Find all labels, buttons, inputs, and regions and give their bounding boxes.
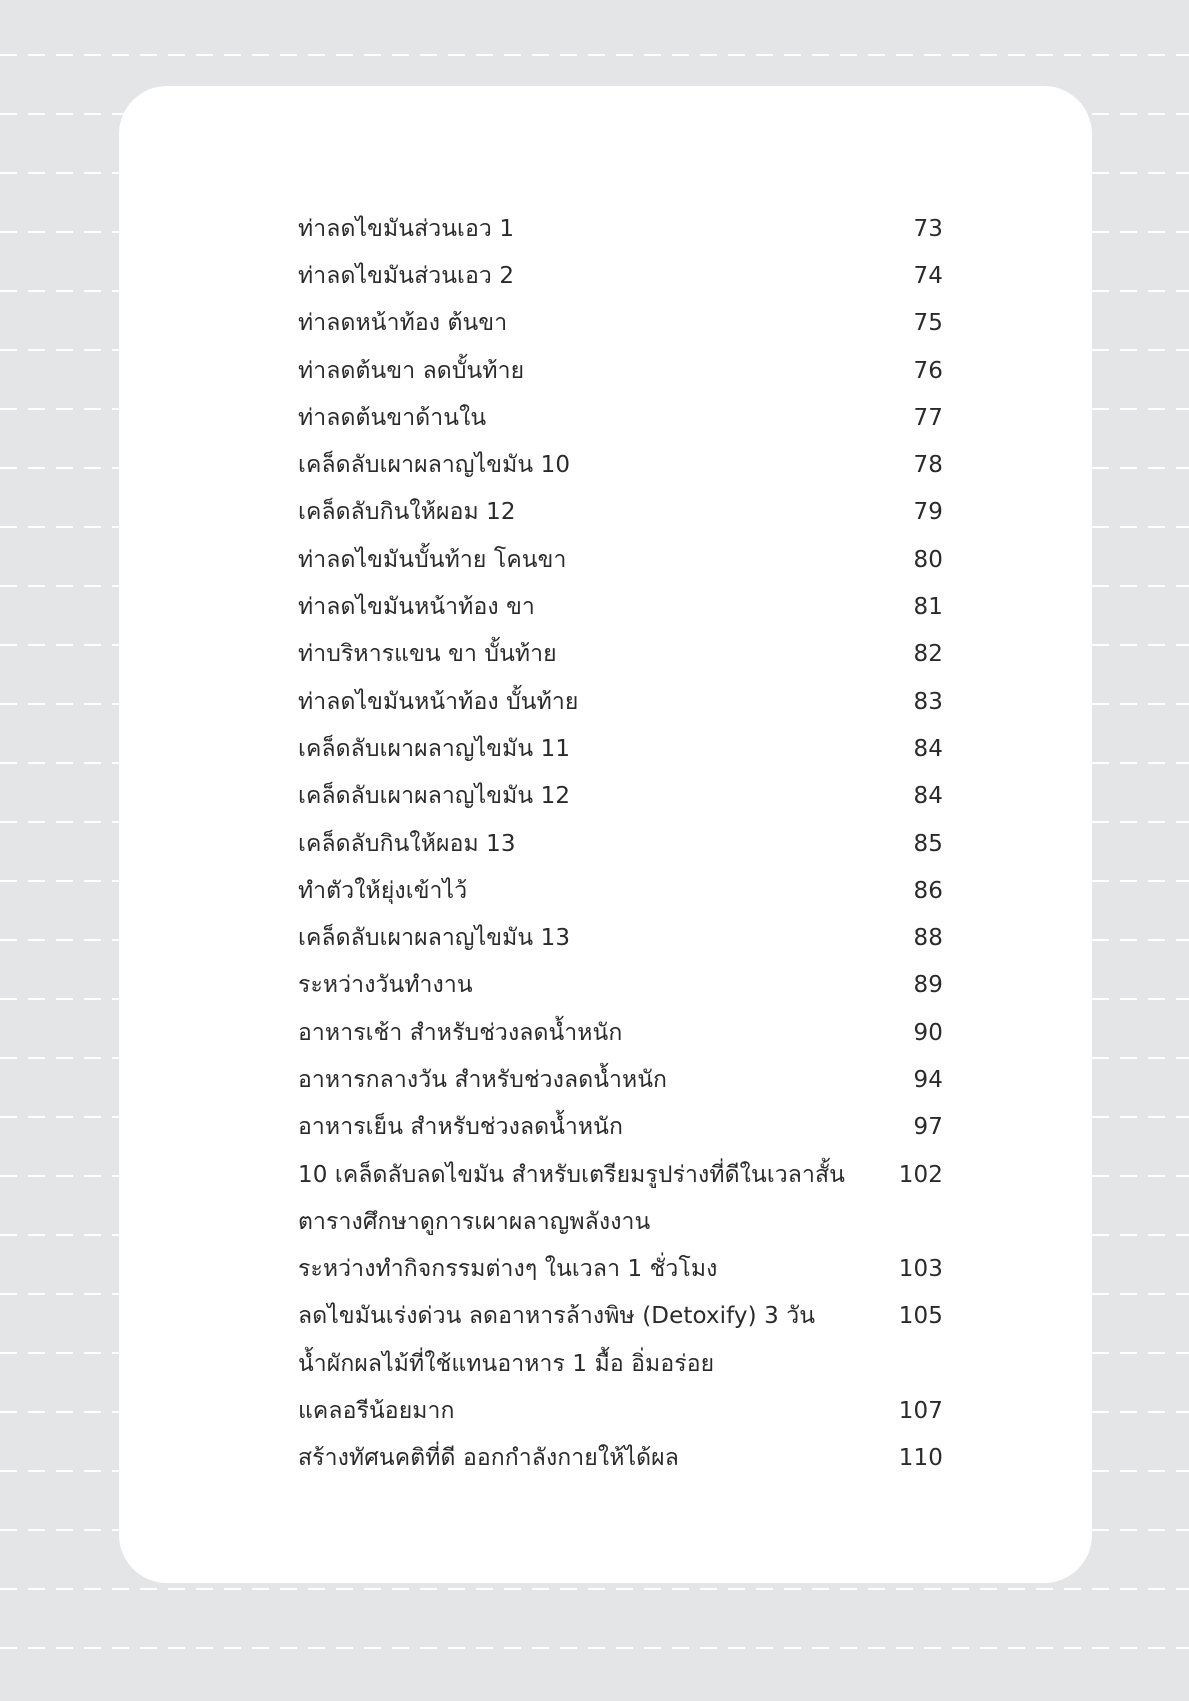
toc-entry-title: ระหว่างทำกิจกรรมต่างๆ ในเวลา 1 ชั่วโมง (298, 1256, 718, 1283)
toc-entry-title: ท่าลดหน้าท้อง ต้นขา (298, 310, 508, 337)
toc-entry[interactable] (298, 441, 943, 488)
toc-entry-page-number: 80 (913, 546, 943, 573)
toc-entry-title: ท่าลดไขมันหน้าท้อง ขา (298, 594, 535, 621)
toc-entry-page-number: 77 (913, 404, 943, 431)
toc-entry-page-number: 89 (913, 972, 943, 999)
toc-entry-page-number: 76 (913, 357, 943, 384)
toc-entry-title: อาหารเย็น สำหรับช่วงลดน้ำหนัก (298, 1114, 624, 1141)
toc-entry-title: เคล็ดลับเผาผลาญไขมัน 13 (298, 925, 571, 952)
toc-entry[interactable] (298, 678, 943, 725)
toc-entry[interactable] (298, 300, 943, 347)
toc-entry-title: 10 เคล็ดลับลดไขมัน สำหรับเตรียมรูปร่างที่ดีในเวลาสั้น (298, 1161, 845, 1188)
toc-entry-title: ท่าลดไขมันส่วนเอว 1 (298, 215, 515, 242)
toc-entry-title: แคลอรีน้อยมาก (298, 1398, 455, 1425)
toc-entry-page-number: 79 (913, 499, 943, 526)
toc-entry[interactable] (298, 773, 943, 820)
toc-entry-title: เคล็ดลับเผาผลาญไขมัน 12 (298, 783, 571, 810)
toc-entry-title: ท่าลดต้นขาด้านใน (298, 404, 487, 431)
toc-entry[interactable] (298, 1104, 943, 1151)
toc-entry-page-number: 82 (913, 641, 943, 668)
toc-entry-page-number: 97 (913, 1114, 943, 1141)
toc-entry[interactable] (298, 820, 943, 867)
toc-entry-title: เคล็ดลับเผาผลาญไขมัน 10 (298, 452, 571, 479)
toc-entry[interactable] (298, 1198, 943, 1245)
toc-entry[interactable] (298, 347, 943, 394)
toc-entry-title: ตารางศึกษาดูการเผาผลาญพลังงาน (298, 1208, 651, 1235)
toc-entry-page-number: 94 (913, 1066, 943, 1093)
toc-entry-page-number: 110 (898, 1445, 943, 1472)
toc-entry-title: เคล็ดลับกินให้ผอม 13 (298, 830, 516, 857)
toc-entry[interactable] (298, 631, 943, 678)
toc-entry-title: ท่าลดไขมันหน้าท้อง บั้นท้าย (298, 688, 579, 715)
toc-entry-page-number: 85 (913, 830, 943, 857)
toc-entry-title: ท่าลดต้นขา ลดบั้นท้าย (298, 357, 525, 384)
toc-entry-title: ทำตัวให้ยุ่งเข้าไว้ (298, 877, 468, 904)
toc-entry[interactable] (298, 205, 943, 252)
toc-entry[interactable] (298, 1056, 943, 1103)
toc-entry-page-number: 90 (913, 1019, 943, 1046)
toc-entry-title: เคล็ดลับเผาผลาญไขมัน 11 (298, 735, 571, 762)
toc-entry[interactable] (298, 867, 943, 914)
toc-entry-page-number: 107 (898, 1398, 943, 1425)
toc-entry-title: อาหารเช้า สำหรับช่วงลดน้ำหนัก (298, 1019, 623, 1046)
toc-entry[interactable] (298, 1340, 943, 1387)
toc-entry[interactable] (298, 1151, 943, 1198)
toc-entry-page-number: 102 (898, 1161, 943, 1188)
toc-entry-title: เคล็ดลับกินให้ผอม 12 (298, 499, 516, 526)
toc-entry-title: ท่าบริหารแขน ขา บั้นท้าย (298, 641, 557, 668)
toc-entry[interactable] (298, 1293, 943, 1340)
toc-entry-page-number: 74 (913, 262, 943, 289)
toc-entry[interactable] (298, 1009, 943, 1056)
toc-entry[interactable] (298, 914, 943, 961)
toc-entry[interactable] (298, 583, 943, 630)
toc-entry[interactable] (298, 536, 943, 583)
toc-entry-page-number: 73 (913, 215, 943, 242)
toc-entry[interactable] (298, 1246, 943, 1293)
toc-entry[interactable] (298, 394, 943, 441)
toc-entry-title: ลดไขมันเร่งด่วน ลดอาหารล้างพิษ (Detoxify) 3 วัน (298, 1303, 816, 1330)
toc-entry-page-number: 105 (898, 1303, 943, 1330)
toc-entry-page-number: 81 (913, 594, 943, 621)
toc-entry-title: สร้างทัศนคติที่ดี ออกกำลังกายให้ได้ผล (298, 1445, 679, 1472)
toc-entry[interactable] (298, 489, 943, 536)
toc-entry-title: ท่าลดไขมันบั้นท้าย โคนขา (298, 546, 567, 573)
toc-entry-page-number: 86 (913, 877, 943, 904)
toc-entry[interactable] (298, 1387, 943, 1434)
toc-entry[interactable] (298, 1435, 943, 1482)
toc-entry-title: ระหว่างวันทำงาน (298, 972, 473, 999)
toc-entry-title: น้ำผักผลไม้ที่ใช้แทนอาหาร 1 มื้อ อิ่มอร่อย (298, 1350, 715, 1377)
toc-entry-page-number: 83 (913, 688, 943, 715)
toc-entry-title: ท่าลดไขมันส่วนเอว 2 (298, 262, 515, 289)
toc-entry-page-number: 84 (913, 783, 943, 810)
toc-entry-page-number: 103 (898, 1256, 943, 1283)
toc-entry-title: อาหารกลางวัน สำหรับช่วงลดน้ำหนัก (298, 1066, 668, 1093)
toc-entry-page-number: 84 (913, 735, 943, 762)
toc-entry[interactable] (298, 962, 943, 1009)
toc-entry[interactable] (298, 725, 943, 772)
toc-entry[interactable] (298, 252, 943, 299)
toc-entry-page-number: 78 (913, 452, 943, 479)
table-of-contents (298, 205, 943, 1482)
toc-entry-page-number: 75 (913, 310, 943, 337)
toc-entry-page-number: 88 (913, 925, 943, 952)
